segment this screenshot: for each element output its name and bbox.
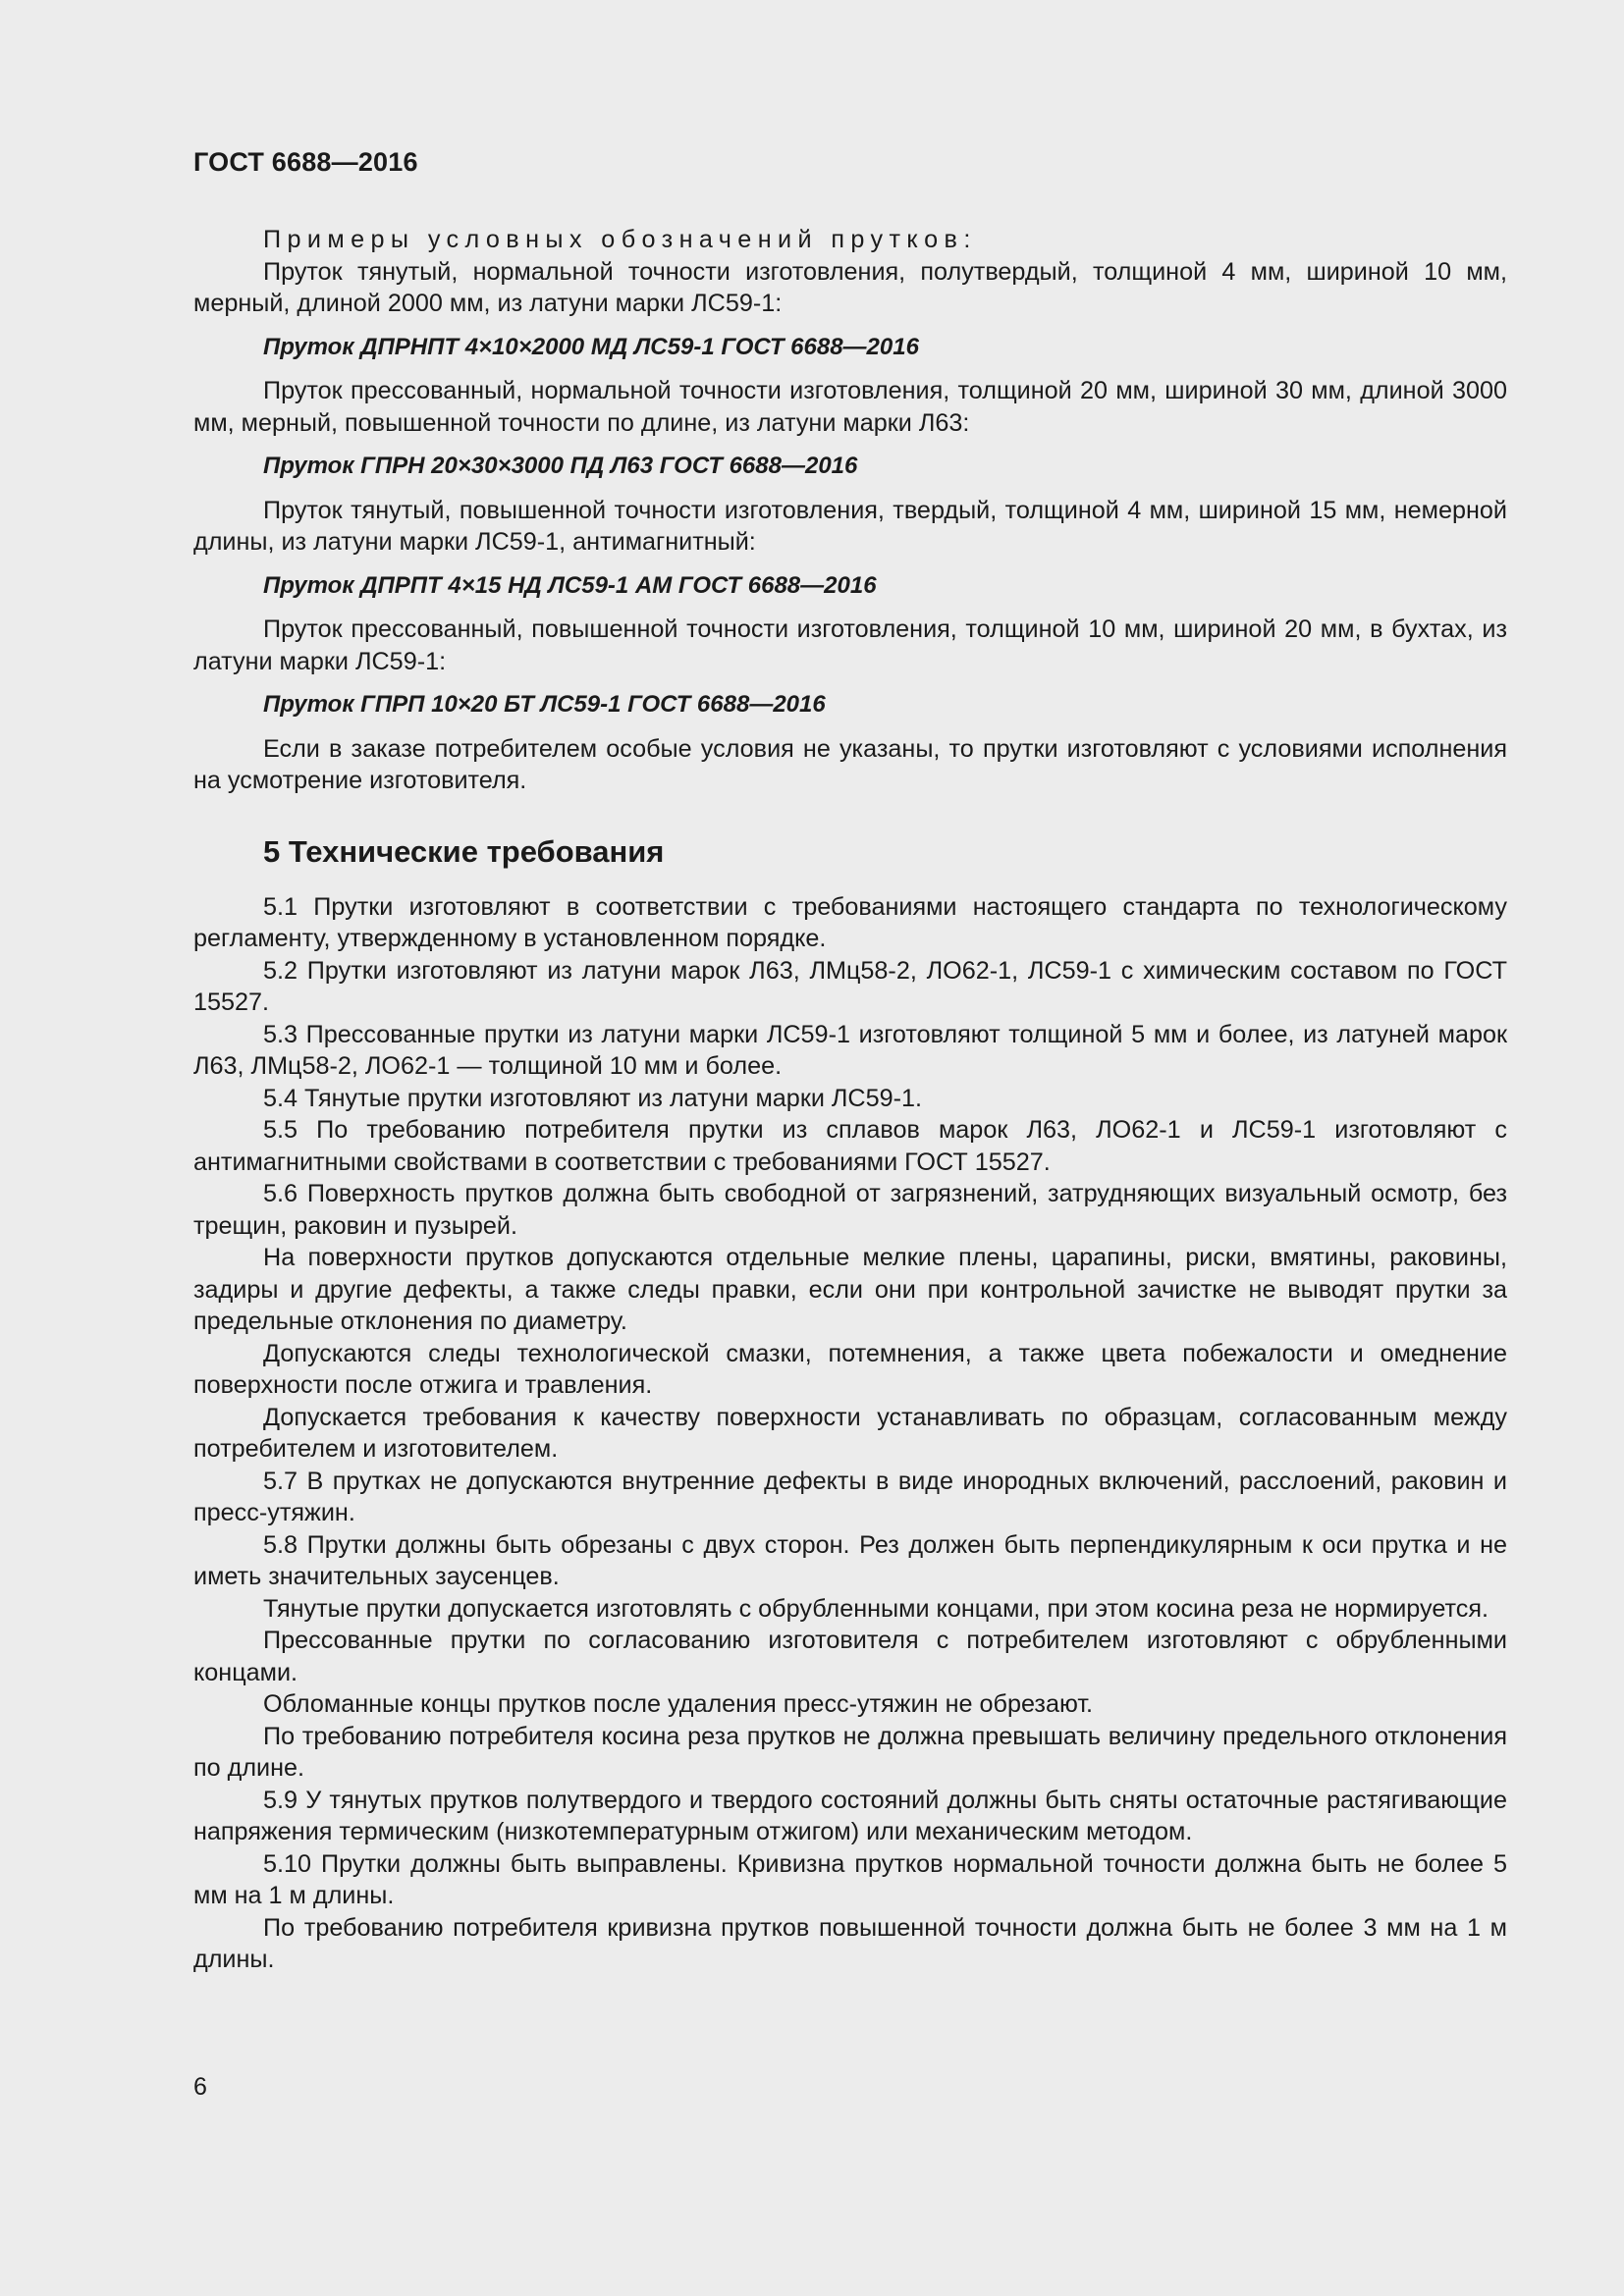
example-2-code: Пруток ГПРН 20×30×3000 ПД Л63 ГОСТ 6688—2016 [263,453,858,479]
examples-title: Примеры условных обозначений прутков: [263,226,977,253]
example-3-code: Пруток ДПРПТ 4×15 НД ЛС59-1 АМ ГОСТ 6688—2016 [263,571,877,599]
section-paragraph: 5.6 Поверхность прутков должна быть свободной от загрязнений, затрудняющих визуальный осмотр, без трещин, раковин и пузырей. [193,1180,1507,1240]
section-paragraph: 5.9 У тянутых прутков полутвердого и твердого состояний должны быть сняты остаточные растягивающие напряжения термическим (низкотемпературным отжигом) или механическим методом. [193,1786,1507,1845]
document-body [193,224,1507,1976]
example-1-code: Пруток ДПРНПТ 4×10×2000 МД ЛС59-1 ГОСТ 6688—2016 [263,333,919,360]
section-paragraph: Прессованные прутки по согласованию изготовителя с потребителем изготовляют с обрубленными концами. [193,1627,1507,1686]
section-paragraph: Допускается требования к качеству поверхности устанавливать по образцам, согласованным между потребителем и изготовителем. [193,1403,1507,1463]
conditions-paragraph: Если в заказе потребителем особые условия не указаны, то прутки изготовляют с условиями исполнения на усмотрение изготовителя. [193,734,1507,794]
section-paragraph: 5.8 Прутки должны быть обрезаны с двух сторон. Рез должен быть перпендикулярным к оси прутка и не иметь значительных заусенцев. [193,1530,1507,1590]
section-paragraph: 5.7 В прутках не допускаются внутренние дефекты в виде инородных включений, расслоений, раковин и пресс-утяжин. [193,1467,1507,1526]
example-4-text: Пруток прессованный, повышенной точности изготовления, толщиной 10 мм, шириной 20 мм, в бухтах, из латуни марки ЛС59-1: [193,615,1507,675]
document-header: ГОСТ 6688—2016 [193,147,418,177]
section-paragraph: По требованию потребителя косина реза прутков не должна превышать величину предельного отклонения по длине. [193,1722,1507,1782]
section-paragraph: 5.10 Прутки должны быть выправлены. Кривизна прутков нормальной точности должна быть не более 5 мм на 1 м длины. [193,1849,1507,1909]
example-4-code: Пруток ГПРП 10×20 БТ ЛС59-1 ГОСТ 6688—2016 [263,691,826,718]
section-paragraph: 5.5 По требованию потребителя прутки из сплавов марок Л63, ЛО62-1 и ЛС59-1 изготовляют с антимагнитными свойствами в соответствии с требованиями ГОСТ 15527. [193,1116,1507,1176]
section-paragraph: Обломанные концы прутков после удаления пресс-утяжин не обрезают. [263,1690,1094,1718]
section-paragraph: На поверхности прутков допускаются отдельные мелкие плены, царапины, риски, вмятины, раковины, задиры и другие дефекты, а также следы правки, если они при контрольной зачистке не выводят прутки за предельные отклонения по диаметру. [193,1244,1507,1335]
page-number: 6 [193,2073,207,2101]
example-3-text: Пруток тянутый, повышенной точности изготовления, твердый, толщиной 4 мм, шириной 15 мм, немерной длины, из латуни марки ЛС59-1, антимагнитный: [193,496,1507,556]
section-paragraph: 5.3 Прессованные прутки из латуни марки ЛС59-1 изготовляют толщиной 5 мм и более, из латуней марок Л63, ЛМц58-2, ЛО62-1 — толщиной 10 мм и более. [193,1020,1507,1080]
section-heading: 5 Технические требования [263,833,665,869]
section-paragraph: По требованию потребителя кривизна прутков повышенной точности должна быть не более 3 мм на 1 м длины. [193,1913,1507,1973]
example-2-text: Пруток прессованный, нормальной точности изготовления, толщиной 20 мм, шириной 30 мм, длиной 3000 мм, мерный, повышенной точности по длине, из латуни марки Л63: [193,377,1507,437]
section-paragraph: 5.2 Прутки изготовляют из латуни марок Л63, ЛМц58-2, ЛО62-1, ЛС59-1 с химическим составом по ГОСТ 15527. [193,956,1507,1016]
section-paragraph: Допускаются следы технологической смазки, потемнения, а также цвета побежалости и омеднение поверхности после отжига и травления. [193,1339,1507,1399]
section-paragraph: 5.4 Тянутые прутки изготовляют из латуни марки ЛС59-1. [263,1084,923,1112]
section-paragraph: Тянутые прутки допускается изготовлять с обрубленными концами, при этом косина реза не нормируется. [263,1594,1489,1623]
example-1-text: Пруток тянутый, нормальной точности изготовления, полутвердый, толщиной 4 мм, шириной 10 мм, мерный, длиной 2000 мм, из латуни марки ЛС59-1: [193,257,1507,317]
section-paragraph: 5.1 Прутки изготовляют в соответствии с требованиями настоящего стандарта по технологическому регламенту, утвержденному в установленном порядке. [193,892,1507,952]
